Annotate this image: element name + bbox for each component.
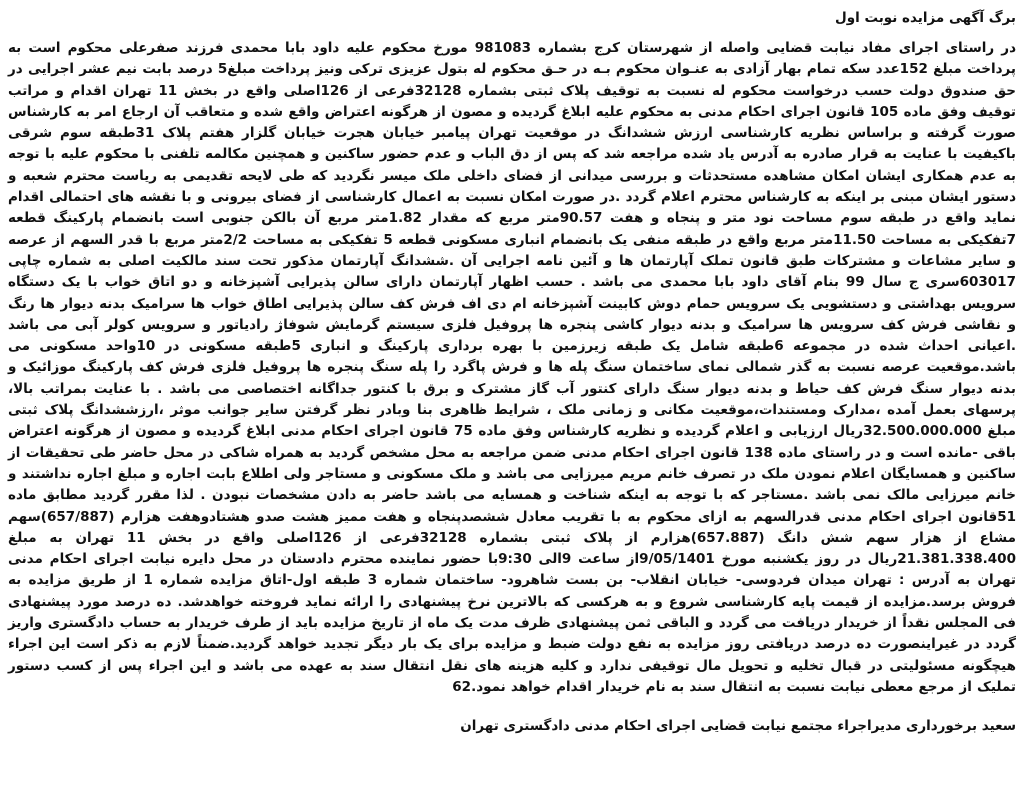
notice-signature: سعید برخورداری مدیراجراء مجتمع نیابت قضایی اجرای احکام مدنی دادگستری تهران xyxy=(460,718,1016,735)
notice-title: برگ آگهی مزایده نوبت اول xyxy=(835,10,1016,26)
notice-body: در راستای اجرای مفاد نیابت قضایی واصله از شهرستان کرج بشماره 981083 مورخ محکوم علیه داود بابا محمدی فرزند صفرعلی محکوم است به پرداخت مبلغ 152عدد سکه تمام بهار آزادی به عنـوان محکوم بـه در حـق محکوم له بتول عزیزی ترکی ونیز پرداخت مبلغ5 درصد بابت نیم عشر اجرایی در حق صندوق دولت حسب درخواست محکوم له نسبت به توقیف پلاک ثبتی بشماره 32128فرعی از 126اصلی واقع در بخش 11 تهران اقدام و مراتب توقیف وفق ماده 105 قانون اجرای احکام مدنی به محکوم علیه ابلاغ گردیده و مصون از هرگونه اعتراض واقع شده و متعاقب آن ارجاع امر به کارشناس صورت گرفته و براساس نظریه کارشناسی ارزش ششدانگ در موقعیت تهران پیامبر خیابان هجرت خیابان گلزار هفتم پلاک 31طبقه سوم شرقی باکیفیت با عنایت به قرار صادره به آدرس یاد شده مراجعه شد که پس از دق الباب و عدم حضور ساکنین و همچنین مکالمه تلفنی با محکوم علیه با توجه به عدم همکاری ایشان امکان مشاهده مستحدثات و بررسی میدانی از فضای داخلی ملک میسر نگردید که طی لایحه تقدیمی به ریاست محترم شعبه و دستور ایشان مبنی بر اینکه به کارشناس محترم اعلام گردد .در صورت امکان نسبت به اعمال کارشناسی از فضای بیرونی و با نقشه های احتمالی اقدام نماید واقع در طبقه سوم مساحت نود متر و پنجاه و هفت 90.57متر مربع که مقدار 1.82متر مربع آن بالکن جنوبی است بانضمام پارکینگ قطعه 7تفکیکی به مساحت 11.50متر مربع واقع در طبقه منفی یک بانضمام انباری مسکونی قطعه 5 تفکیکی به مساحت 2/2متر مربع با قدر السهم از عرصه و سایر مشاعات و مشترکات طبق قانون تملک آپارتمان ها و آئین نامه اجرایی آن .ششدانگ آپارتمان مذکور تحت سند مالکیت اصلی به شماره چاپی 603017سری ج سال 99 بنام آقای داود بابا محمدی می باشد . حسب اظهار آپارتمان دارای سالن پذیرایی آشپزخانه و دو اتاق خواب با یک دستگاه سرویس بهداشتی و دستشویی یک سرویس حمام دوش کابینت آشپزخانه ام دی اف فرش کف سالن پذیرایی اطاق خواب ها سرامیک بدنه دیوار ها رنگ و نقاشی فرش کف سرویس ها سرامیک و بدنه دیوار کاشی پنجره ها پروفیل فلزی سیستم گرمایش شوفاژ رادیاتور و سرویس کولر آبی می باشد .اعیانی احداث شده در مجموعه 6طبقه شامل یک طبقه زیرزمین با بهره برداری پارکینگ و انباری 5طبقه مسکونی در 10واحد مسکونی می باشد.موقعیت عرصه نسبت به گذر شمالی نمای ساختمان سنگ پله ها و فرش پاگرد را پله سنگ پنجره ها پروفیل فلزی فرش کف پارکینگ موزائیک و بدنه دیوار سنگ فرش کف حیاط و بدنه دیوار سنگ دارای کنتور آب گاز مشترک و برق با کنتور جداگانه اختصاصی می باشد . با عنایت بمراتب بالا، پرسهای بعمل آمده ،مدارک ومستندات،موقعیت مکانی و زمانی ملک ، شرایط ظاهری بنا وبادر نظر گرفتن سایر جوانب موثر ،ارزششدانگ پلاک ثبتی مبلغ 32.500.000.000ریال ارزیابی و اعلام گردیده و نظریه کارشناس وفق ماده 75 قانون اجرای احکام مدنی ابلاغ گردیده و مصون از هرگونه اعتراض باقی -مانده است و در راستای ماده 138 قانون اجرای احکام مدنی ضمن مراجعه به محل مشخص گردید به همراه شاکی در محل حاضر طی تحقیقات از ساکنین و همسایگان اعلام نمودن ملک در تصرف خانم مریم میرزایی می باشد و ملک مسکونی و مستاجر ولی اطلاع بابت اجاره و مبلغ اجاره نداشتند و خانم میرزایی مالک نمی باشد .مستاجر که با توجه به اینکه شناخت و همسایه می باشد حاضر به دادن مشخصات نبودن . لذا مقرر گردید مطابق ماده 51قانون اجرای احکام مدنی قدرالسهم به ازای محکوم به با تقریب معادل ششصدپنجاه و هفت ممیز هشت صدو هشتادوهفت هزارم (657/887)سهم مشاع از هزار سهم شش دانگ (657.887)هزارم از پلاک ثبتی بشماره 32128فرعی از 126اصلی واقع در بخش 11 تهران به مبلغ 21.381.338.400ریال در روز یکشنبه مورخ 9/05/1401از ساعت 9الی 9:30با حضور نماینده محترم دادستان در محل دایره نیابت اجرای احکام مدنی تهران به آدرس : تهران میدان فردوسی- خیابان انقلاب- بن بست شاهرود- ساختمان شماره 3 طبقه اول-اتاق مزایده شماره 1 از طریق مزایده به فروش برسد.مزایده از قیمت پایه کارشناسی شروع و به هرکسی که بالاترین نرخ پیشنهادی را ارائه نماید فروخته خواهدشد. ده درصد مورد پیشنهادی فی المجلس نقداً از خریدار دریافت می گردد و الباقی ثمن پیشنهادی ظرف مدت یک ماه از تاریخ مزایده باید از طرف خریدار به حساب دادگستری واریز گردد در غیراینصورت ده درصد دریافتی روز مزایده به نفع دولت ضبط و مزایده برای یک بار دیگر تجدید خواهد گردید.ضمناً لازم به ذکر است این اجراء هیچگونه مسئولیتی در قبال تخلیه و تحویل مال توقیفی ندارد و کلیه هزینه های نقل انتقال سند به عهده می باشد و این اجراء پس از کسب دستور تملیک از مرجع معطی نیابت نسبت به انتقال سند به نام خریدار اقدام خواهد نمود.62 xyxy=(8,40,1017,695)
